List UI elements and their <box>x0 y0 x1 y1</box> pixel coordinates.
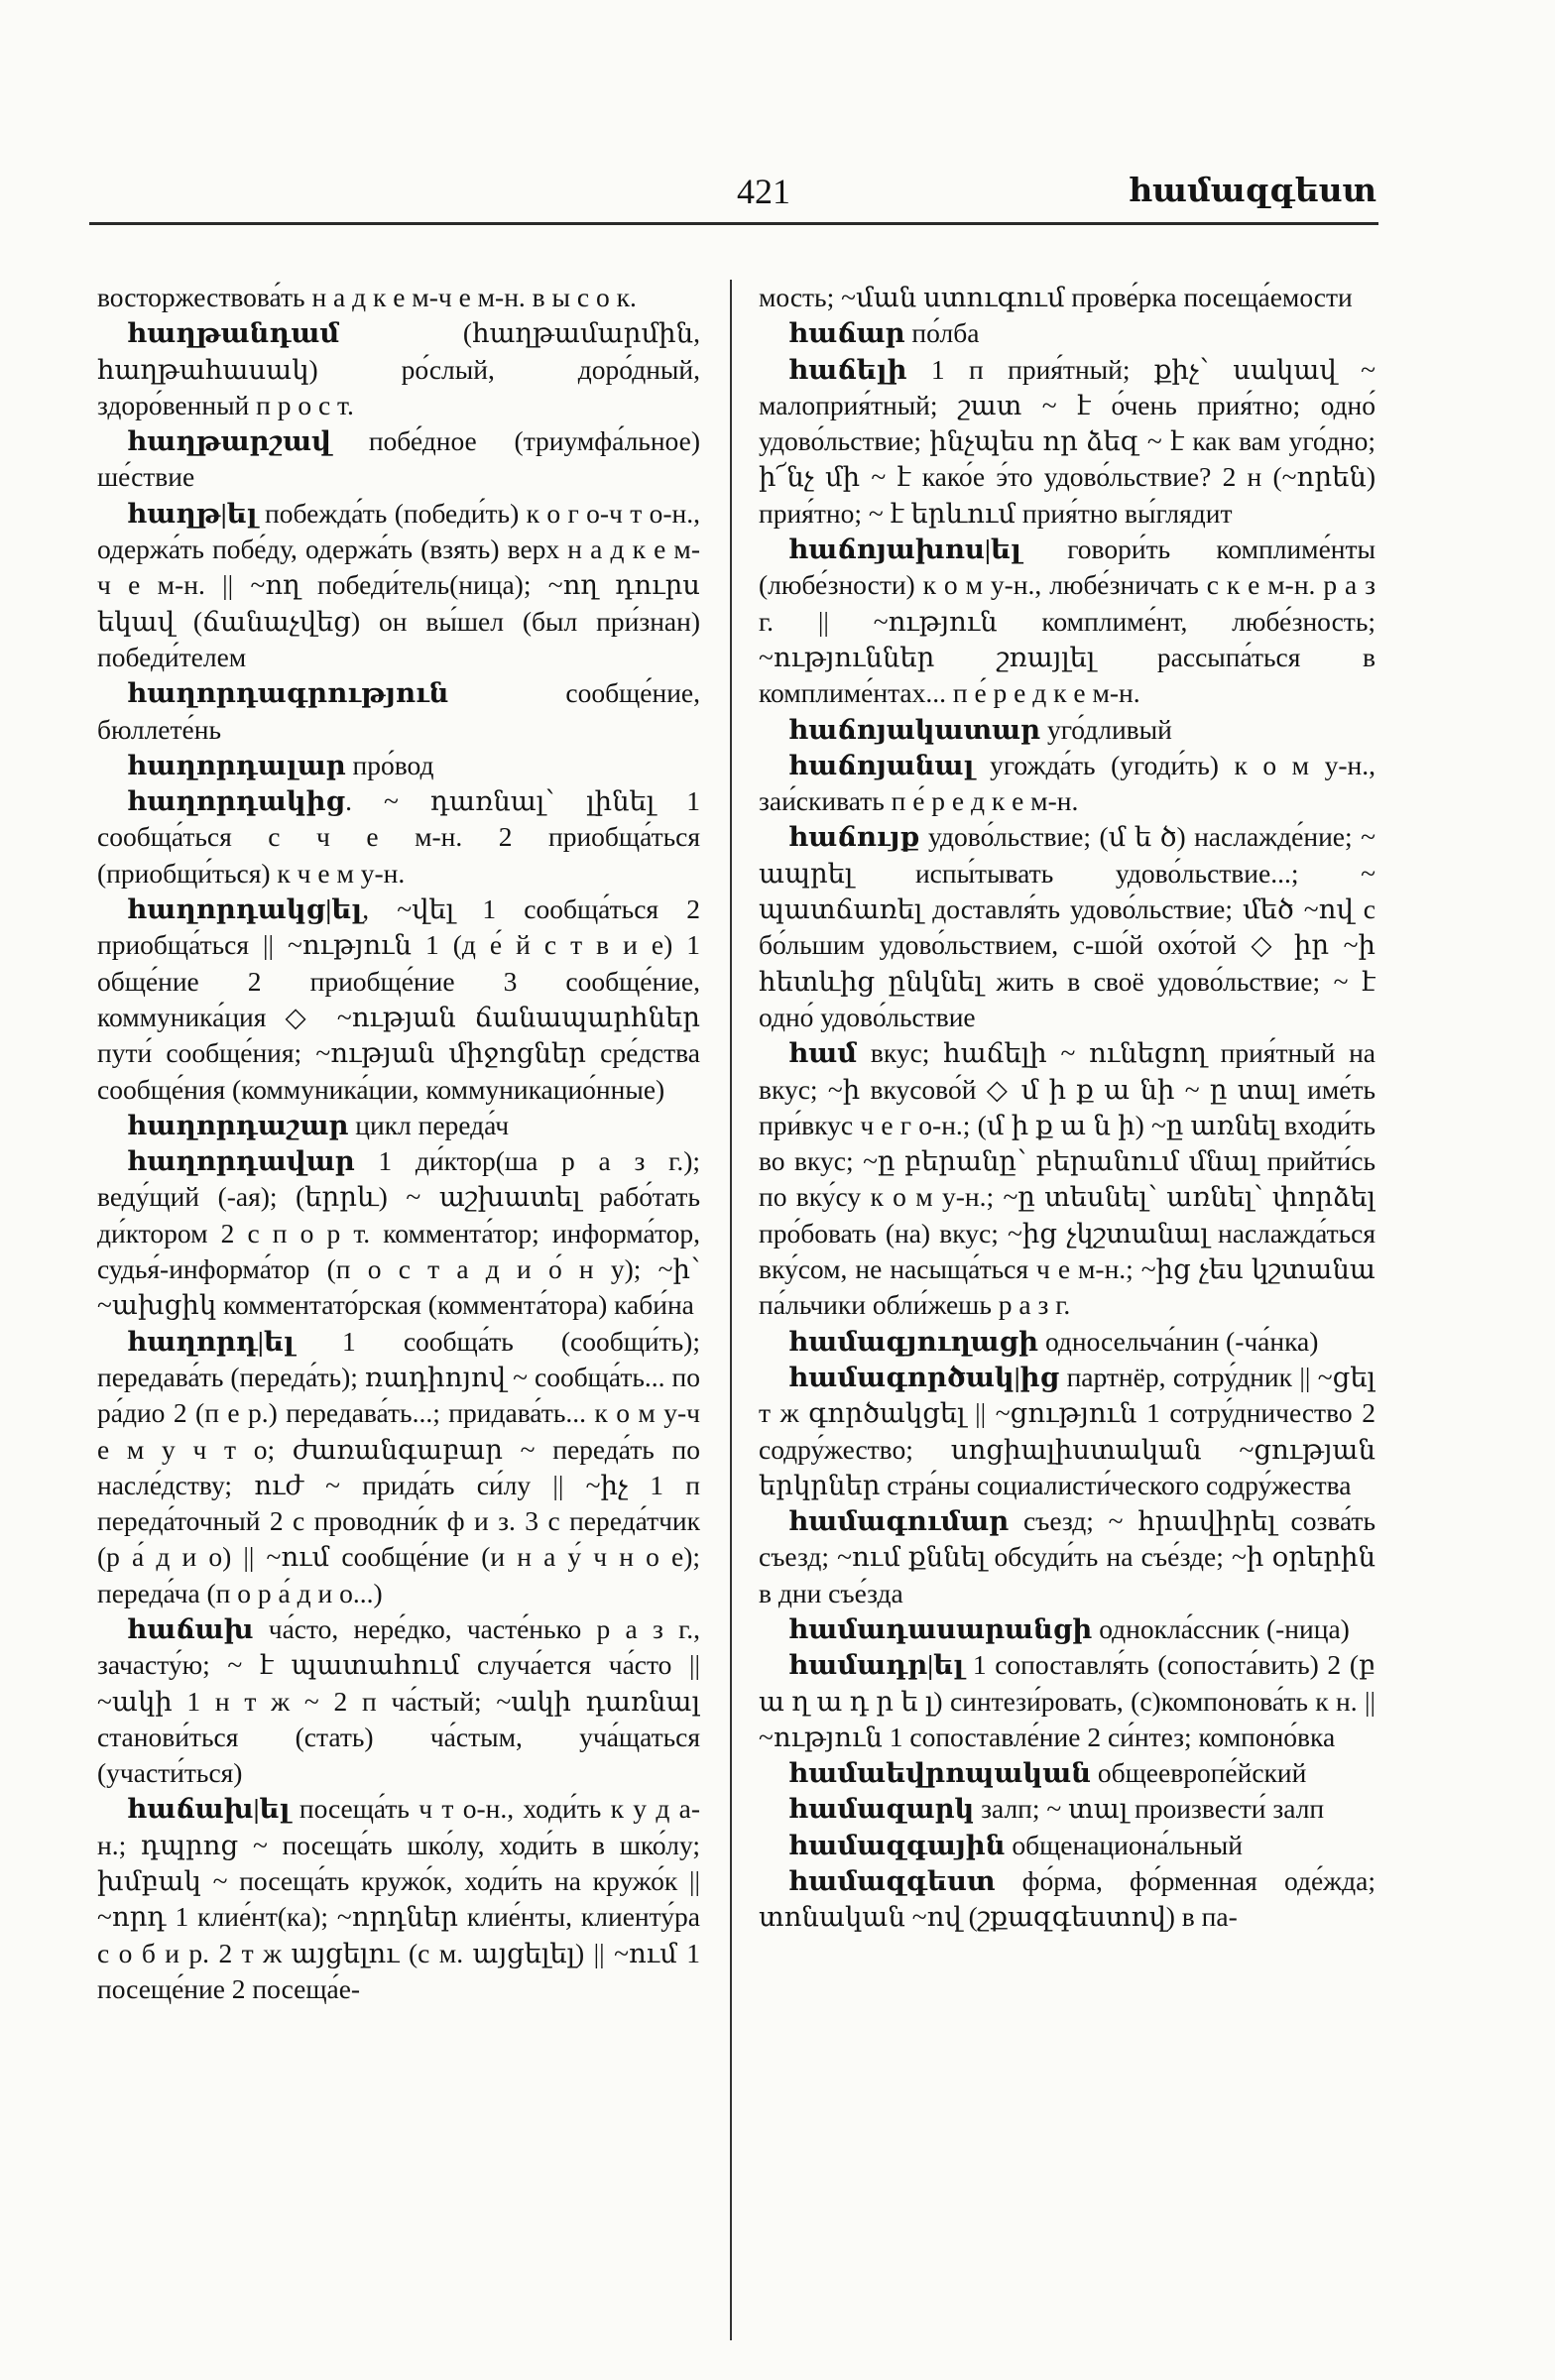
entry-headword: համազգեստ <box>788 1865 996 1897</box>
entry-headword: հաճախ <box>127 1612 254 1644</box>
entry-headword: հաղորդակից <box>127 785 346 817</box>
entry-definition: уго́дливый <box>1040 713 1172 745</box>
entry-definition: 1 п прия́тный; քիչ՝ սակավ ~ малоприя́тный; շատ ~ է о́чень прия́тно; одно́ удово́льствие; ինչպես որ ձեզ ~ է как вам уго́дно; ի՜նչ մի ~ է како́е э́то удово́льствие? 2 н (~որեն) прия́тно; ~ է երևում прия́тно вы́глядит <box>759 353 1376 529</box>
entry-headword: հաղորդ|ել <box>127 1325 295 1357</box>
entry-definition: побе́дное (триумфа́льное) ше́ствие <box>97 425 700 493</box>
entry-definition: цикл переда́ч <box>348 1109 510 1140</box>
dictionary-entry <box>759 352 1376 532</box>
entry-headword: հաճելի <box>788 353 907 385</box>
entry-headword: համագյուղացի <box>788 1325 1039 1357</box>
entry-headword: համաեվրոպական <box>788 1757 1091 1789</box>
entry-definition: мость; ~ման ստուգում прове́рка посеща́емости <box>759 282 1353 312</box>
entry-definition: сообще́ние, бюллете́нь <box>97 677 700 745</box>
entry-definition: съезд; ~ հրավիրել созва́ть съезд; ~ում քննել обсуди́ть на съе́зде; ~ի օրերին в дни съе́зда <box>759 1505 1376 1608</box>
entry-definition: (հաղթամարմին, հաղթահասակ) ро́слый, доро́дный, здоро́венный п р о с т. <box>97 317 700 420</box>
entry-definition: . ~ դառնալ՝ լինել 1 сообща́ться с ч е м-н. 2 приобща́ться (приобщи́ться) к ч е м у-н. <box>97 785 700 889</box>
entry-definition: угожда́ть (угоди́ть) к о м у-н., заи́скивать п е́ р е д к е м-н. <box>759 749 1376 817</box>
header-rule <box>89 222 1378 225</box>
entry-definition: удово́льствие; (մ ե ծ) наслажде́ние; ~ ապրել испы́тывать удово́льствие...; ~ պատճառել доставля́ть удово́льствие; մեծ ~ով с бо́льшим удово́льствием, с-шо́й охо́той ◇ իր ~ի հետևից ընկնել жить в своё удово́льствие; ~ է одно́ удово́льствие <box>759 821 1376 1032</box>
dictionary-entry <box>759 1503 1376 1611</box>
dictionary-entry <box>759 1360 1376 1503</box>
entry-headword: հաղորդակց|ել <box>127 893 363 925</box>
entry-definition: посеща́ть ч т о-н., ходи́ть к у д а-н.; դպրոց ~ посеща́ть шко́лу, ходи́ть в шко́лу; խմբակ ~ посеща́ть кружо́к, ходи́ть на кружо́к || ~որդ 1 клие́нт(ка); ~որդներ клие́нты, клиенту́ра с о б и р. 2 т ж այցելու (с м. այցելել) || ~ում 1 посеще́ние 2 посеща́е- <box>97 1793 700 2004</box>
dictionary-entry <box>97 280 700 315</box>
entry-definition: партнёр, сотру́дник || ~ցել т ж գործակցել || ~ցություն 1 сотру́дничество 2 содру́жество; սոցիալիստական ~ցության երկրներ стра́ны социалисти́ческого содру́жества <box>759 1361 1376 1500</box>
entry-definition: восторжествова́ть н а д к е м-ч е м-н. в ы с о к. <box>97 282 637 312</box>
entry-headword: համազարկ <box>788 1793 975 1825</box>
entry-headword: հաճոյախոս|ել <box>788 534 1021 565</box>
entry-definition: общенациона́льный <box>1005 1829 1243 1860</box>
entry-headword: հաճոյակատար <box>788 713 1041 745</box>
entry-headword: համ <box>788 1037 858 1069</box>
entry-headword: հաղթանդամ <box>127 317 340 349</box>
entry-definition: ча́сто, нере́дко, часте́нько р а з г., зачасту́ю; ~ է պատահում случа́ется ча́сто || ~ակի 1 н т ж ~ 2 п ча́стый; ~ակի դառնալ станови́ться (стать) ча́стым, уча́щаться (участи́ться) <box>97 1612 700 1789</box>
dictionary-entry <box>97 1143 700 1323</box>
entry-definition: фо́рма, фо́рменная оде́жда; տոնական ~ով (շքազգեստով) в па- <box>759 1865 1376 1933</box>
dictionary-entry <box>97 1791 700 2007</box>
entry-headword: հաղորդավար <box>127 1145 355 1177</box>
dictionary-entry <box>759 1647 1376 1755</box>
dictionary-entry <box>759 1324 1376 1360</box>
dictionary-entry <box>97 1108 700 1143</box>
entry-definition: однокла́ссник (-ница) <box>1092 1612 1350 1644</box>
dictionary-entry <box>97 496 700 675</box>
dictionary-entry <box>97 1324 700 1611</box>
entry-definition: 1 сообща́ть (сообщи́ть); передава́ть (переда́ть); ռադիոյով ~ сообща́ть... по ра́дио 2 (п е р.) передава́ть...; придава́ть... к о м у-ч е м у ч т о; ժառանգաբար ~ переда́ть по насле́дству; ուժ ~ прида́ть си́лу || ~իչ 1 п переда́точный 2 с проводни́к ф и з. 3 с переда́тчик (р а́ д и о) || ~ում сообще́ние (и н а у́ ч н о е); переда́ча (п о р а́ д и о...) <box>97 1325 700 1608</box>
entry-definition: , ~վել 1 сообща́ться 2 приобща́ться || ~ություն 1 (д е́ й с т в и е) 1 обще́ние 2 приобще́ние 3 сообще́ние, коммуника́ция ◇ ~ության ճանապարհներ пути́ сообще́ния; ~ության միջոցներ сре́дства сообще́ния (коммуника́ции, коммуникацио́нные) <box>97 893 700 1105</box>
entry-headword: հաճախ|ել <box>127 1793 291 1825</box>
entry-headword: համագործակ|ից <box>788 1361 1060 1392</box>
entry-headword: հաղորդաշար <box>127 1109 349 1140</box>
dictionary-entry <box>97 423 700 496</box>
dictionary-entry <box>97 1611 700 1791</box>
entry-definition: побежда́ть (победи́ть) к о г о-ч т о-н., одержа́ть побе́ду, одержа́ть (взять) верх н а д к е м-ч е м-н. || ~ող победи́тель(ница); ~ող դուրս եկավ (ճանաչվեց) он вы́шел (был при́знан) победи́телем <box>97 497 700 672</box>
entry-headword: հաճույք <box>788 821 920 853</box>
running-head: համազգեստ <box>1128 174 1376 209</box>
entry-headword: հաճար <box>788 317 905 349</box>
column-right <box>759 280 1376 2340</box>
entry-headword: հաղթարշավ <box>127 425 332 457</box>
dictionary-entry <box>759 1611 1376 1647</box>
entry-definition: 1 сопоставля́ть (сопоста́вить) 2 (բ ա ղ ա դ ր ե լ) синтези́ровать, (с)компонова́ть к н. || ~ություն 1 сопоставле́ние 2 си́нтез; компоно́вка <box>759 1649 1376 1752</box>
entry-headword: համագումար <box>788 1505 1010 1537</box>
dictionary-entry <box>759 1755 1376 1791</box>
entry-headword: համազգային <box>788 1829 1006 1860</box>
entry-headword: հաղթ|ել <box>127 497 258 529</box>
entry-definition: вкус; հաճելի ~ ունեցող прия́тный на вкус; ~ի вкусово́й ◇ մ ի ք ա նի ~ ը տալ име́ть при́вкус ч е г о-н.; (մ ի ք ա ն ի) ~ը առնել входи́ть во вкус; ~ը բերանը՝ բերանում մնալ прийти́сь по вку́су к о м у-н.; ~ը տեսնել՝ առնել՝ փորձել про́бовать (на) вкус; ~ից չկշտանալ наслажда́ться вку́сом, не насыща́ться ч е м-н.; ~ից չես կշտանա па́льчики обли́жешь р а з г. <box>759 1037 1376 1321</box>
dictionary-entry <box>759 1828 1376 1863</box>
dictionary-entry <box>97 315 700 423</box>
dictionary-entry <box>759 748 1376 820</box>
entry-definition: 1 ди́ктор(ша р а з г.); веду́щий (-ая); (երրև) ~ աշխատել рабо́тать ди́ктором 2 с п о р т. коммента́тор; информа́тор, судья́-информа́тор (п о с т а д и о́ н у); ~ի՝ ~ախցիկ комментато́рская (коммента́тора) каби́на <box>97 1145 700 1321</box>
entry-headword: հաղորդագրություն <box>127 677 449 709</box>
dictionary-entry <box>97 892 700 1108</box>
dictionary-entry <box>759 280 1376 315</box>
dictionary-entry <box>759 315 1376 351</box>
dictionary-entry <box>759 1791 1376 1827</box>
dictionary-entry <box>97 675 700 748</box>
page-number: 421 <box>737 172 790 211</box>
entry-headword: հաղորդալար <box>127 749 346 780</box>
entry-definition: общеевропе́йский <box>1091 1757 1307 1789</box>
entry-definition: односельча́нин (-ча́нка) <box>1038 1325 1319 1357</box>
column-divider <box>730 280 732 2340</box>
dictionary-entry <box>759 1863 1376 1936</box>
dictionary-entry <box>759 819 1376 1035</box>
dictionary-entry <box>759 1035 1376 1323</box>
entry-headword: հաճոյանալ <box>788 749 975 780</box>
entry-definition: говори́ть комплиме́нты (любе́зности) к о м у-н., любе́зничать с к е м-н. р а з г. || ~ություն комплиме́нт, любе́зность; ~ություններ շռայլել рассыпа́ться в комплиме́нтах... п е́ р е д к е м-н. <box>759 534 1376 709</box>
entry-definition: про́вод <box>345 749 434 780</box>
dictionary-entry <box>759 532 1376 711</box>
entry-headword: համադր|ել <box>788 1649 965 1681</box>
entry-definition: по́лба <box>904 317 980 349</box>
column-left <box>97 280 700 2340</box>
dictionary-entry <box>97 748 700 783</box>
entry-headword: համադասարանցի <box>788 1612 1093 1644</box>
dictionary-entry <box>97 783 700 892</box>
entry-definition: залп; ~ տալ произвести́ залп <box>974 1793 1325 1825</box>
dictionary-entry <box>759 712 1376 748</box>
